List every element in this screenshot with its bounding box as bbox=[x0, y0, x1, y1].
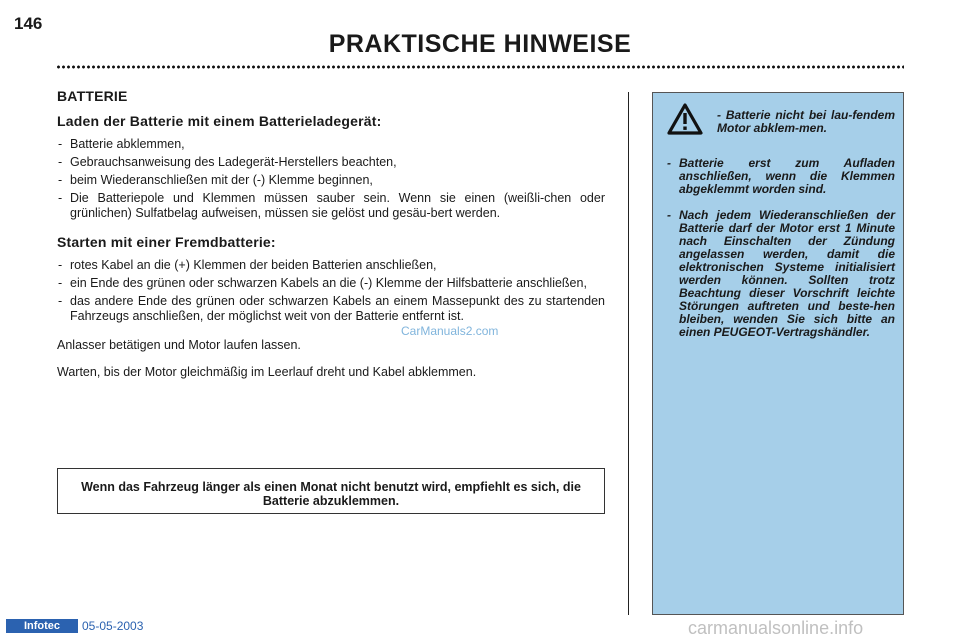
warning-triangle-icon bbox=[667, 102, 703, 136]
page-number: 146 bbox=[14, 14, 43, 33]
jumpstart-steps bbox=[57, 258, 605, 324]
paragraph: Anlasser betätigen und Motor laufen lassen. bbox=[57, 338, 301, 352]
note-box: Wenn das Fahrzeug länger als einen Monat nicht benutzt wird, empfiehlt es sich, die Batterie abzuklemmen. bbox=[57, 468, 605, 514]
section-heading: BATTERIE bbox=[57, 88, 128, 104]
list-item: - das andere Ende des grünen oder schwarzen Kabels an einem Massepunkt des zu startenden Fahrzeugs anschließen, der möglichst weit von der Batterie entfernt ist. bbox=[57, 294, 605, 324]
watermark: CarManuals2.com bbox=[401, 324, 499, 338]
dotted-divider bbox=[56, 64, 904, 70]
list-item: - Batterie erst zum Aufladen anschließen, wenn die Klemmen abgeklemmt worden sind. bbox=[665, 157, 895, 196]
page-title: PRAKTISCHE HINWEISE bbox=[328, 30, 632, 58]
charging-steps bbox=[57, 137, 605, 221]
paragraph: Warten, bis der Motor gleichmäßig im Leerlauf dreht und Kabel abklemmen. bbox=[57, 365, 477, 379]
footer-date: 05-05-2003 bbox=[82, 619, 144, 633]
jumpstart-heading: Starten mit einer Fremdbatterie: bbox=[57, 234, 276, 250]
column-divider bbox=[628, 92, 629, 615]
list-item: - ein Ende des grünen oder schwarzen Kabels an die (-) Klemme der Hilfsbatterie anschließen, bbox=[57, 276, 605, 291]
warning-list bbox=[665, 157, 895, 352]
list-item: - beim Wiederanschließen mit der (-) Klemme beginnen, bbox=[57, 173, 605, 188]
charging-heading: Laden der Batterie mit einem Batterieladegerät: bbox=[57, 113, 382, 129]
list-item: - rotes Kabel an die (+) Klemmen der beiden Batterien anschließen, bbox=[57, 258, 605, 273]
battery-section bbox=[57, 89, 605, 392]
infotec-logo: Infotec bbox=[6, 619, 78, 633]
warning-text: - Batterie nicht bei lau-fendem Motor abklem-men. bbox=[717, 109, 895, 135]
list-item: - Nach jedem Wiederanschließen der Batterie darf der Motor erst 1 Minute nach Einschalten der Zündung angelassen werden, damit die elektronischen Systeme initialisiert werden können. Sollten trotz Beachtung dieser Vorschrift leichte Störungen auftreten und beste-hen bleiben, wenden Sie sich bitte an einen PEUGEOT-Vertragshändler. bbox=[665, 209, 895, 339]
warning-box bbox=[652, 92, 904, 615]
list-item: - Batterie abklemmen, bbox=[57, 137, 605, 152]
list-item: - Gebrauchsanweisung des Ladegerät-Herstellers beachten, bbox=[57, 155, 605, 170]
watermark: carmanualsonline.info bbox=[688, 618, 864, 638]
list-item: - Die Batteriepole und Klemmen müssen sauber sein. Wenn sie einen (weißli-chen oder grünlichen) Sulfatbelag aufweisen, müssen sie gelöst und gesäu-bert werden. bbox=[57, 191, 605, 221]
